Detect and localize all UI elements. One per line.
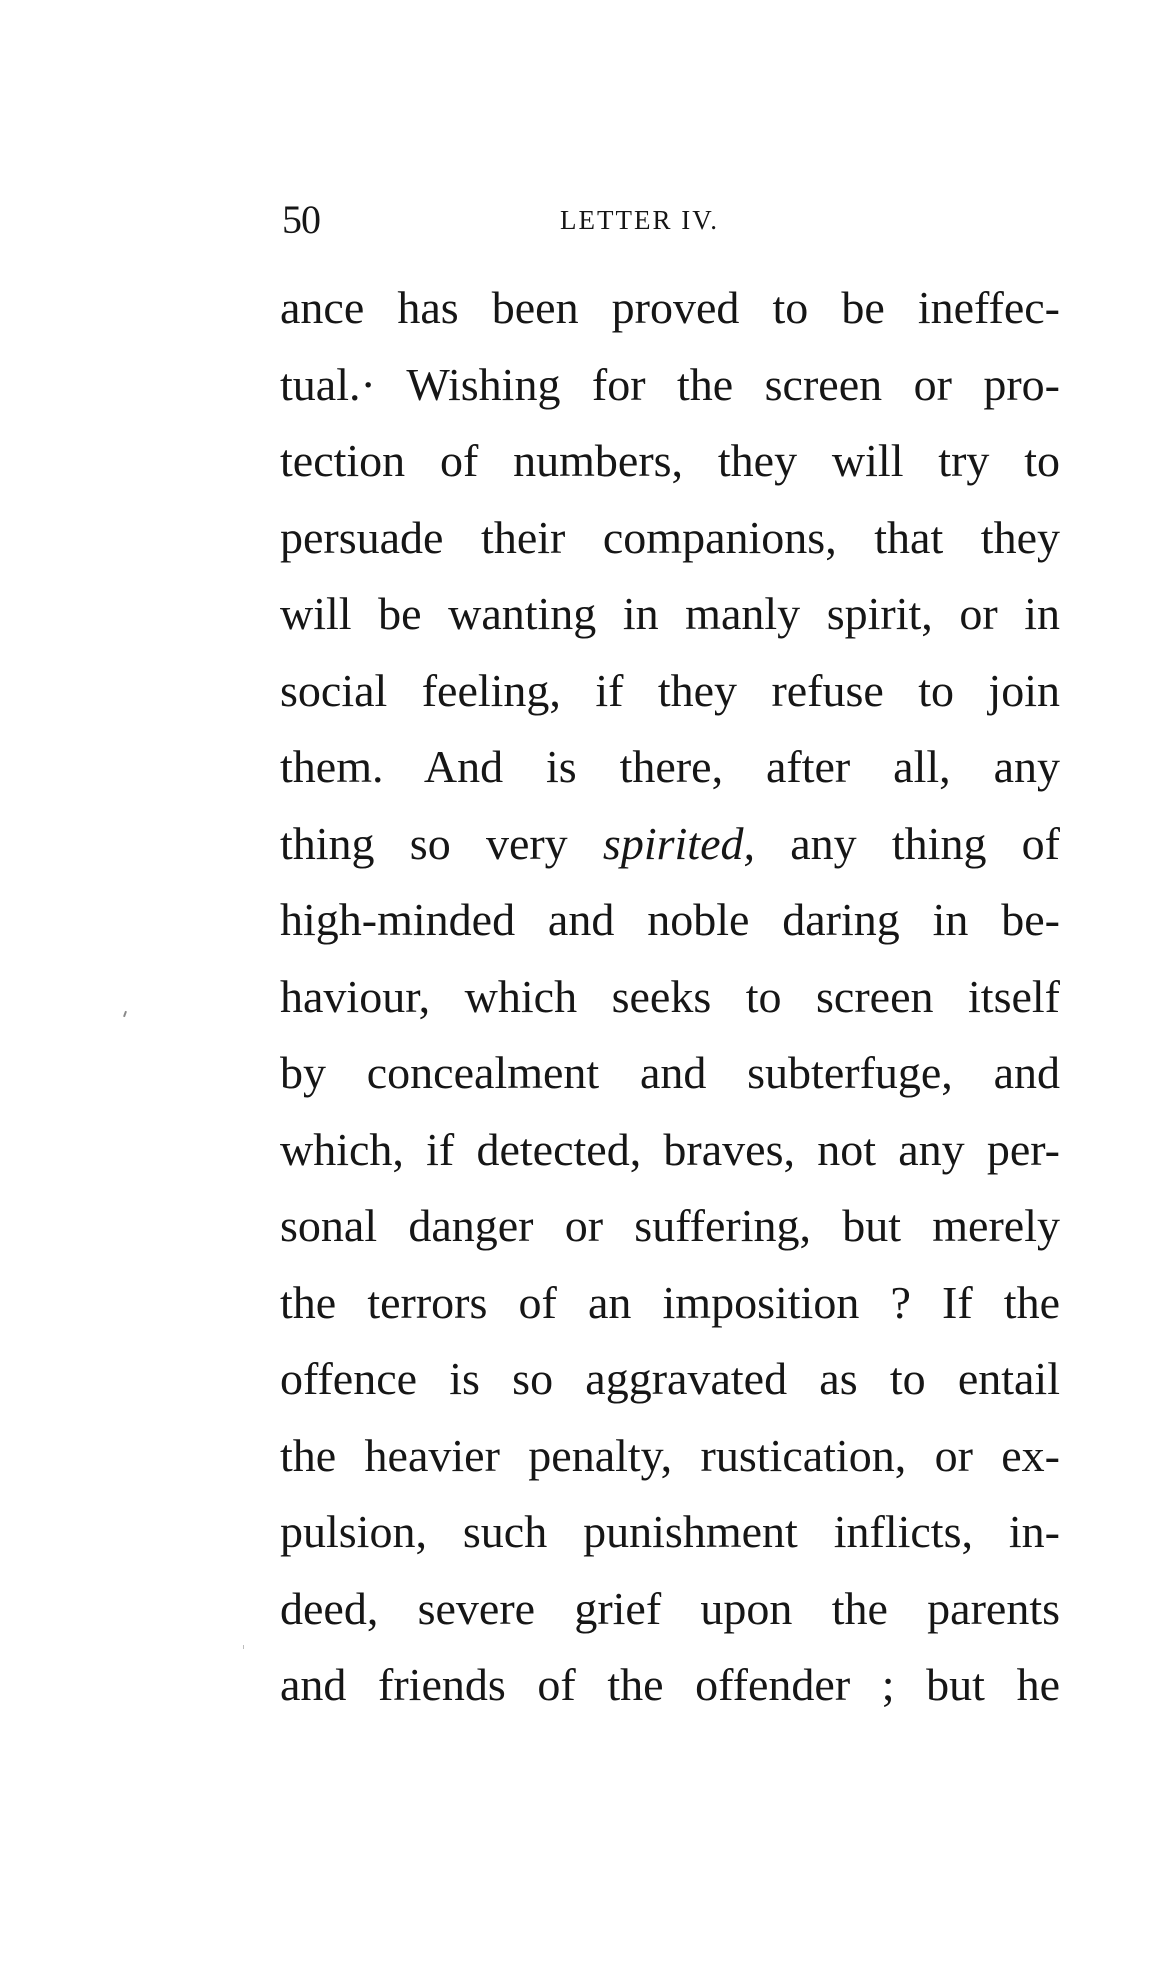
text-line: offence is so aggravated as to entail xyxy=(280,1353,1060,1404)
text-line: and friends of the offender ; but he xyxy=(280,1659,1060,1710)
text-line: persuade their companions, that they xyxy=(280,511,1060,563)
text-line: pulsion, such punishment inflicts, in- xyxy=(280,1506,1060,1557)
text-line: ance has been proved to be ineffec- xyxy=(280,282,1060,333)
text-line: by concealment and subterfuge, and xyxy=(280,1047,1060,1098)
text-line: sonal danger or suffering, but merely xyxy=(280,1200,1060,1251)
paper-speck xyxy=(243,1645,244,1649)
paper-speck xyxy=(123,1011,127,1017)
text-line: social feeling, if they refuse to join xyxy=(280,664,1060,716)
text-line: tection of numbers, they will try to xyxy=(280,435,1060,486)
text-line: them. And is there, after all, any xyxy=(280,741,1060,792)
text-line: tual.· Wishing for the screen or pro- xyxy=(280,358,1060,410)
text-run: any thing of xyxy=(754,817,1060,869)
italic-word: spirited, xyxy=(602,817,755,869)
text-line: haviour, which seeks to screen itself xyxy=(280,970,1060,1022)
running-head: LETTER IV. xyxy=(560,205,719,235)
page-number: 50 xyxy=(282,197,320,242)
text-line: which, if detected, braves, not any per- xyxy=(280,1123,1060,1175)
text-line: will be wanting in manly spirit, or in xyxy=(280,588,1060,639)
text-line: deed, severe grief upon the parents xyxy=(280,1582,1060,1634)
body-text xyxy=(280,270,1060,1724)
text-line: the heavier penalty, rustication, or ex- xyxy=(280,1429,1060,1481)
text-run: thing so very xyxy=(280,817,603,869)
text-line: the terrors of an imposition ? If the xyxy=(280,1276,1060,1328)
text-line: high-minded and noble daring in be- xyxy=(280,894,1060,945)
page-header xyxy=(282,196,1058,244)
text-line xyxy=(280,806,1060,883)
